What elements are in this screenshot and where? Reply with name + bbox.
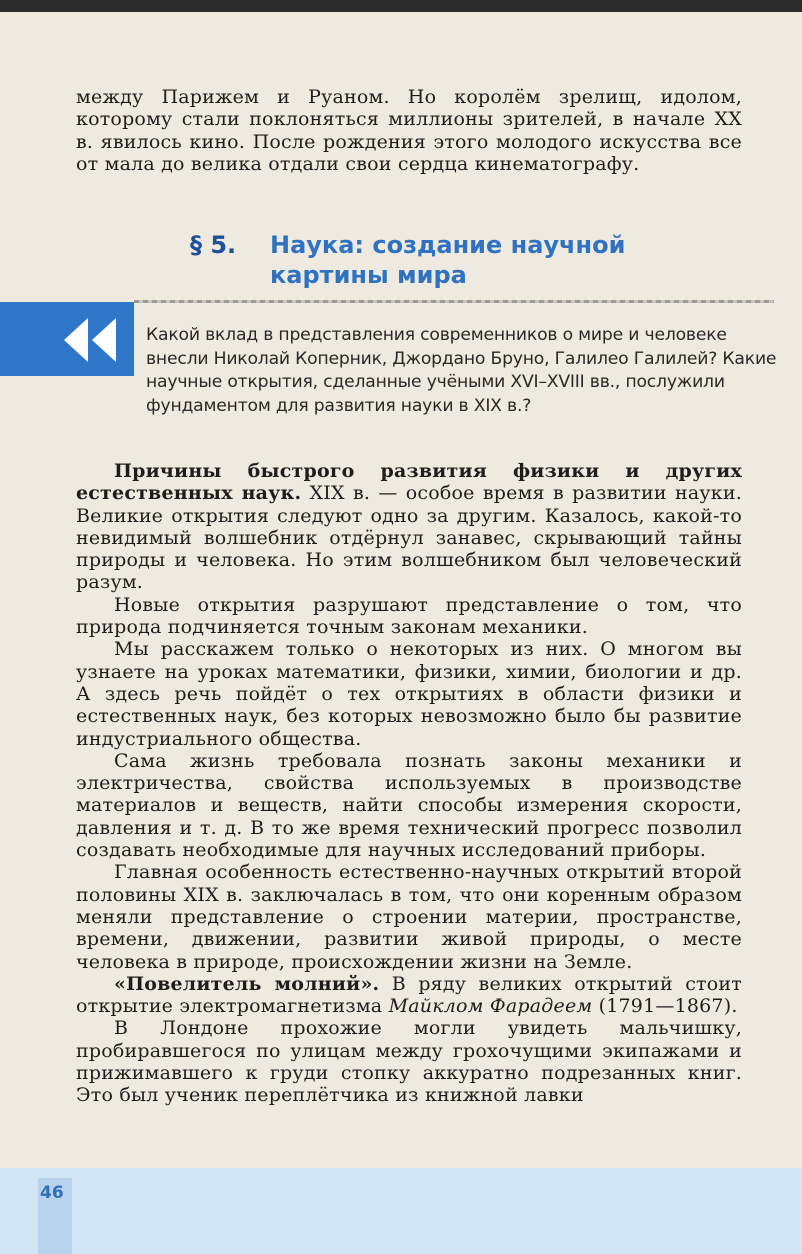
page-body [76,86,742,175]
paragraph-faraday-heading: «Повелитель молний». [114,972,380,995]
page-number: 46 [40,1183,64,1203]
paragraph-discoveries: Новые открытия разрушают представление о том, что природа подчиняется точным законам механики. [76,593,742,639]
paragraph-faraday [76,973,742,1018]
section-number: § 5. [190,231,237,259]
paragraph-faraday-text: В ряду великих открытий стоит открытие электромагнетизма [76,972,742,1018]
question-marker [0,302,134,376]
faraday-name: Майклом Фарадеем [388,995,593,1018]
section-title-line1: Наука: создание научной [270,231,626,259]
section-divider [134,300,774,303]
scan-top-edge [0,0,802,12]
review-question-text: Какой вклад в представления современников о мире и человеке внесли Николай Коперник, Джордано Бруно, Галилео Галилей? Какие научные открытия, сделанные учёными XVI–XVIII вв., послужили фундаментом для развития науки в XIX в.? [146,325,777,416]
paragraph-causes-heading: Причины быстрого развития физики и других естественных наук. [76,460,742,505]
lead-paragraph: между Парижем и Руаном. Но королём зрелищ, идолом, которому стали поклоняться миллионы зрителей, в начале XX в. явилось кино. После рождения этого молодого искусства все от мала до велика отдали свои сердца кинематографу. [76,86,742,175]
paragraph-london: В Лондоне прохожие могли увидеть мальчишку, пробиравшегося по улицам между грохочущими экипажами и прижимавшего к груди стопку аккуратно подрезанных книг. Это был ученик переплётчика из книжной лавки [76,1017,742,1107]
paragraph-main-feature: Главная особенность естественно-научных открытий второй половины XIX в. заключалась в том, что они коренным образом меняли представление о строении материи, пространстве, времени, движении, развитии живой природы, о месте человека в природе, происхождении жизни на Земле. [76,861,742,973]
paragraph-causes-text: XIX в. — особое время в развитии науки. Великие открытия следуют одно за другим. Казалось, какой-то невидимый волшебник отдёрнул занавес, скрывающий тайны природы и человека. Но этим волшебником был человеческий разум. [76,482,742,594]
main-text [76,460,742,1107]
review-question [146,324,778,418]
section-title [270,230,710,290]
paragraph-causes [76,460,742,594]
section-title-line2: картины мира [270,261,467,289]
footer-band [0,1168,802,1254]
paragraph-faraday-tail: (1791—1867). [592,995,738,1018]
paragraph-overview: Мы расскажем только о некоторых из них. О многом вы узнаете на уроках математики, физики, химии, биологии и др. А здесь речь пойдёт о тех открытиях в области физики и естественных наук, без которых невозможно было бы развитие индустриального общества. [76,638,742,750]
section-heading [190,230,710,290]
paragraph-needs: Сама жизнь требовала познать законы механики и электричества, свойства используемых в производстве материалов и веществ, найти способы измерения скорости, давления и т. д. В то же время технический прогресс позволил создавать необходимые для научных исследований приборы. [76,749,742,862]
double-chevron-left-icon [62,316,118,364]
